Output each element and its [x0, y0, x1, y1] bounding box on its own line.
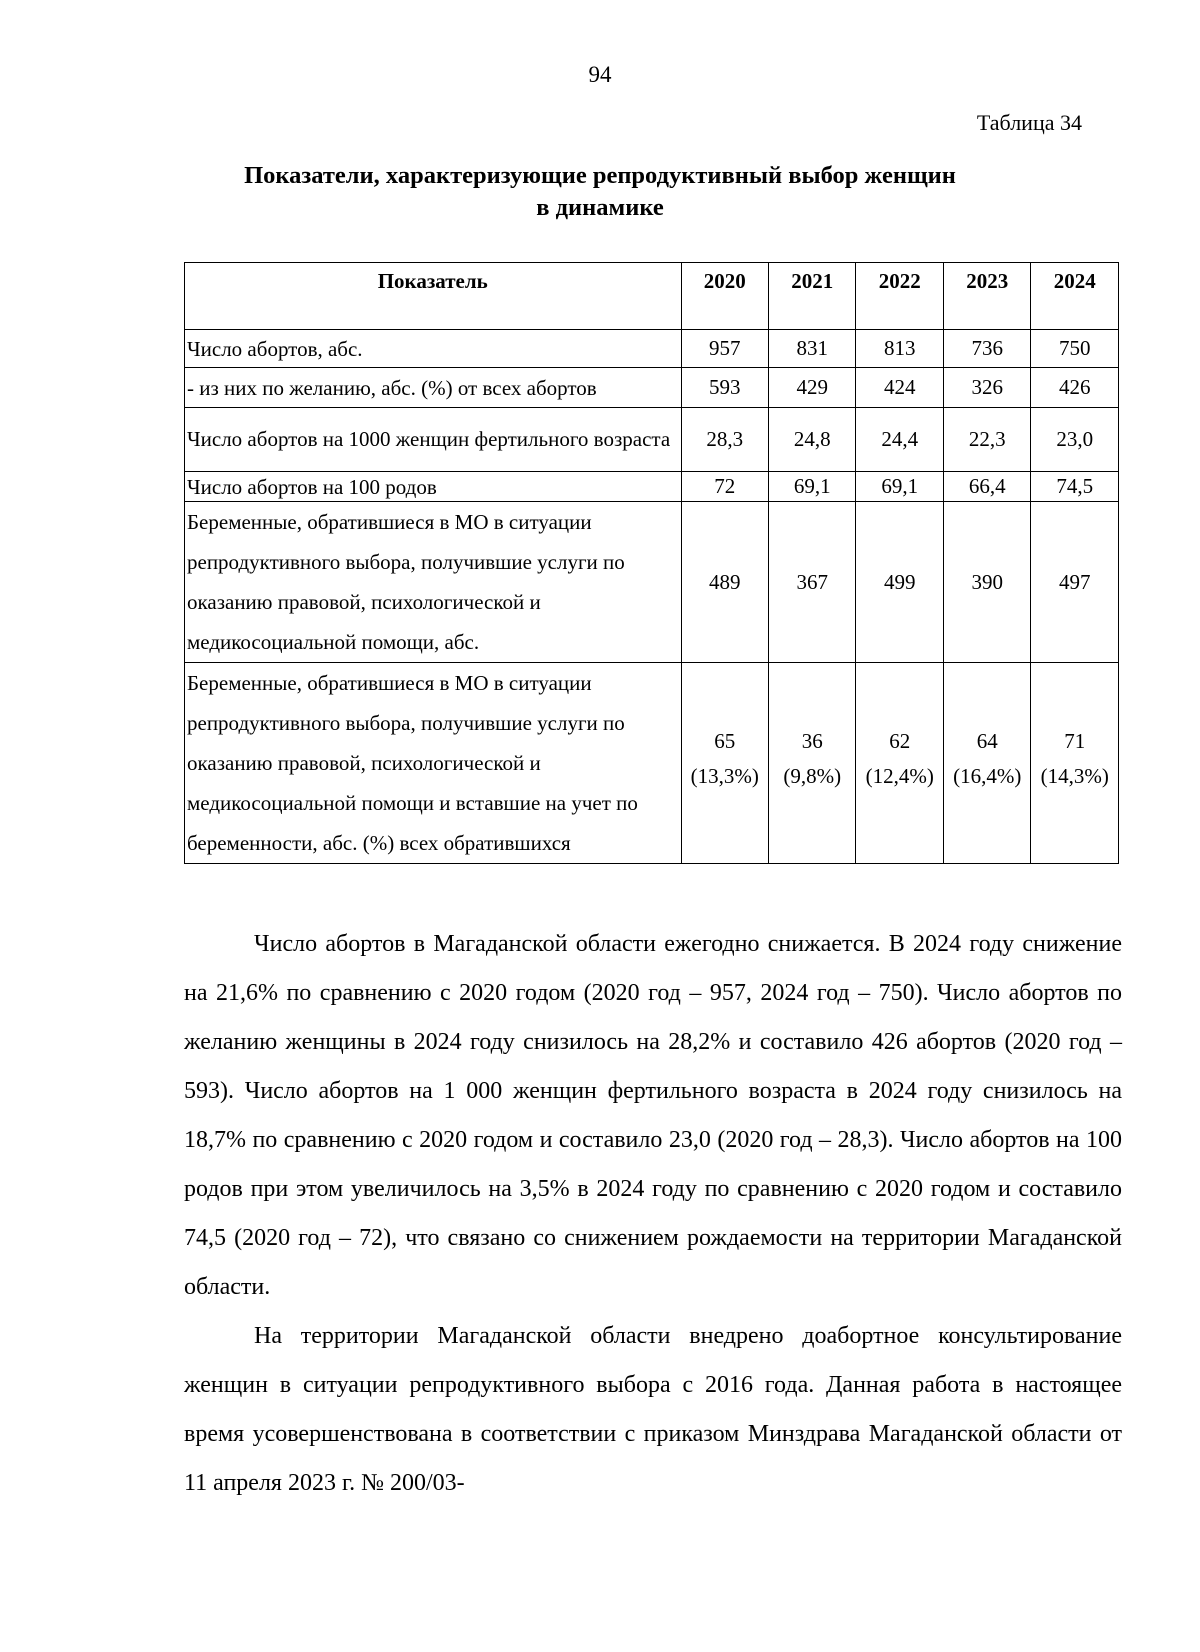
- header-year: 2024: [1031, 263, 1119, 330]
- table-cell: 750: [1031, 330, 1119, 368]
- title-line-1: Показатели, характеризующие репродуктивный выбор женщин: [244, 162, 956, 189]
- table-row: [185, 663, 1119, 864]
- table-cell: 74,5: [1031, 472, 1119, 502]
- table-cell: 424: [856, 368, 943, 408]
- table-cell: 367: [768, 502, 855, 663]
- table-cell: 69,1: [856, 472, 943, 502]
- cell-percent: (16,4%): [953, 763, 1022, 788]
- table-row: [185, 502, 1119, 663]
- indicators-table: [184, 262, 1119, 864]
- row-label: - из них по желанию, абс. (%) от всех абортов: [185, 368, 682, 408]
- table-cell: 28,3: [681, 408, 768, 472]
- cell-percent: (12,4%): [865, 763, 934, 788]
- table-cell: 593: [681, 368, 768, 408]
- row-label: Число абортов на 1000 женщин фертильного возраста: [185, 408, 682, 472]
- table-cell: 23,0: [1031, 408, 1119, 472]
- table-cell: [1031, 663, 1119, 864]
- row-label: Число абортов, абс.: [185, 330, 682, 368]
- table-header-row: [185, 263, 1119, 330]
- table-row: [185, 472, 1119, 502]
- table-cell: 489: [681, 502, 768, 663]
- table-cell: 326: [943, 368, 1030, 408]
- table-cell: 72: [681, 472, 768, 502]
- table-cell: 813: [856, 330, 943, 368]
- header-year: 2022: [856, 263, 943, 330]
- page-number: 94: [588, 62, 612, 87]
- table-cell: [856, 663, 943, 864]
- cell-value: 36: [801, 728, 823, 753]
- table-cell: 831: [768, 330, 855, 368]
- cell-percent: (14,3%): [1040, 763, 1109, 788]
- cell-value: 64: [976, 728, 998, 753]
- table-label: Таблица 34: [976, 110, 1082, 135]
- row-label: Число абортов на 100 родов: [185, 472, 682, 502]
- table-cell: [681, 663, 768, 864]
- table-cell: 390: [943, 502, 1030, 663]
- cell-value: 62: [889, 728, 911, 753]
- table-cell: 499: [856, 502, 943, 663]
- table-cell: 24,4: [856, 408, 943, 472]
- table-cell: [943, 663, 1030, 864]
- table-cell: 957: [681, 330, 768, 368]
- header-year: 2020: [681, 263, 768, 330]
- page-title: [150, 160, 1050, 224]
- header-year: 2023: [943, 263, 1030, 330]
- table-row: [185, 408, 1119, 472]
- row-label: Беременные, обратившиеся в МО в ситуации репродуктивного выбора, получившие услуги по оказанию правовой, психологической и медикосоциальной помощи, абс.: [185, 502, 682, 663]
- table-row: [185, 368, 1119, 408]
- table-cell: 736: [943, 330, 1030, 368]
- table-cell: 497: [1031, 502, 1119, 663]
- table-cell: 426: [1031, 368, 1119, 408]
- table-cell: 66,4: [943, 472, 1030, 502]
- table-cell: 22,3: [943, 408, 1030, 472]
- cell-percent: (13,3%): [690, 763, 759, 788]
- table-cell: 69,1: [768, 472, 855, 502]
- table-row: [185, 330, 1119, 368]
- header-year: 2021: [768, 263, 855, 330]
- header-indicator: Показатель: [185, 263, 682, 330]
- cell-percent: (9,8%): [783, 763, 842, 788]
- row-label: Беременные, обратившиеся в МО в ситуации репродуктивного выбора, получившие услуги по оказанию правовой, психологической и медикосоциальной помощи и вставшие на учет по беременности, абс. (%) всех обратившихся: [185, 663, 682, 864]
- body-text: [184, 920, 1122, 1508]
- title-line-2: в динамике: [536, 194, 664, 221]
- cell-value: 65: [714, 728, 736, 753]
- table-cell: [768, 663, 855, 864]
- table-cell: 429: [768, 368, 855, 408]
- cell-value: 71: [1064, 728, 1086, 753]
- paragraph: Число абортов в Магаданской области ежегодно снижается. В 2024 году снижение на 21,6% по сравнению с 2020 годом (2020 год – 957, 2024 год – 750). Число абортов по желанию женщины в 2024 году снизилось на 28,2% и составило 426 абортов (2020 год – 593). Число абортов на 1 000 женщин фертильного возраста в 2024 году снизилось на 18,7% по сравнению с 2020 годом и составило 23,0 (2020 год – 28,3). Число абортов на 100 родов при этом увеличилось на 3,5% в 2024 году по сравнению с 2020 годом и составило 74,5 (2020 год – 72), что связано со снижением рождаемости на территории Магаданской области.: [184, 931, 1122, 1300]
- table-cell: 24,8: [768, 408, 855, 472]
- paragraph: На территории Магаданской области внедрено доабортное консультирование женщин в ситуации репродуктивного выбора с 2016 года. Данная работа в настоящее время усовершенствована в соответствии с приказом Минздрава Магаданской области от 11 апреля 2023 г. № 200/03-: [184, 1323, 1122, 1496]
